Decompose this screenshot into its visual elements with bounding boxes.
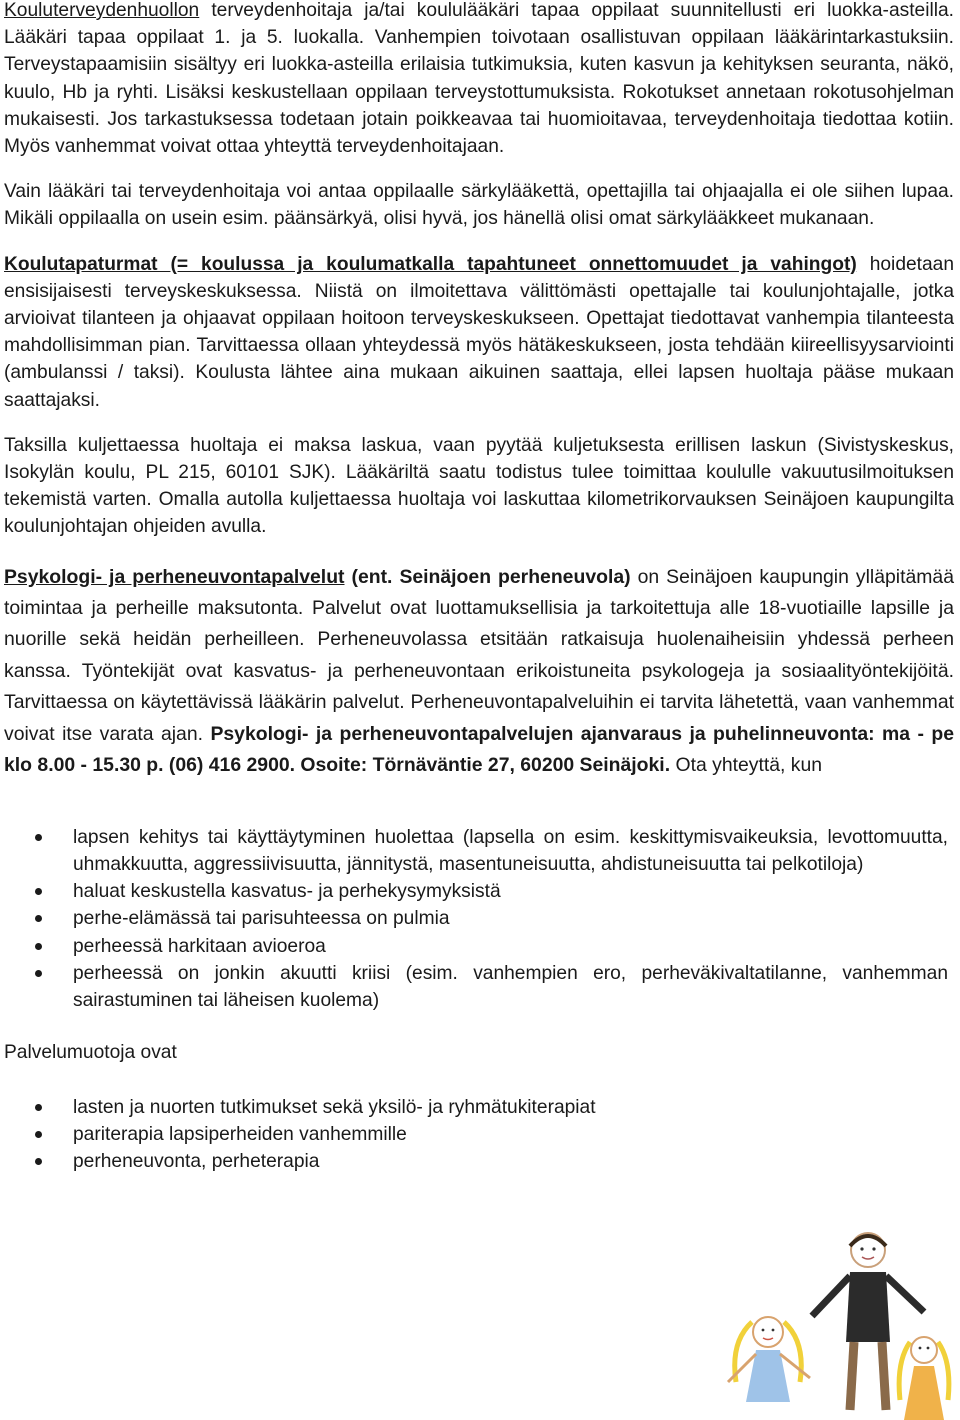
bullet-icon [35, 970, 42, 977]
services-label: Palvelumuotoja ovat [4, 1041, 177, 1063]
school-health-text: terveydenhoitaja ja/tai koululääkäri tapaa oppilaat suunnitellusti eri luokka-asteilla. Lääkäri tapaa oppilaat 1. ja 5. luokalla. Vanhempien toivotaan osallistuvan oppilaan lääkärintarkastuksiin. Terveystapaamisiin sisältyy eri luokka-asteilla erilaisia tutkimuksia, kuten kasvun ja kehityksen seuranta, näkö, kuulo, Hb ja ryhti. Lisäksi keskustellaan oppilaan terveystottumuksista. Rokotukset annetaan rokotusohjelman mukaisesti. Jos tarkastuksessa todetaan jotain poikkeavaa tai huomioitavaa, terveydenhoitaja tiedottaa kotiin. Myös vanhemmat voivat ottaa yhteyttä terveydenhoitajaan. [4, 0, 954, 158]
bullet-icon [35, 915, 42, 922]
list-item: perheessä harkitaan avioeroa [4, 933, 954, 960]
bullet-icon [35, 943, 42, 950]
bullet-icon [35, 1158, 42, 1165]
paragraph-accidents [4, 251, 954, 414]
list-item: pariterapia lapsiperheiden vanhemmille [4, 1121, 954, 1148]
paragraph-school-health [4, 0, 954, 160]
contact-info: Psykologi- ja perheneuvontapalvelujen ajanvaraus ja puhelinneuvonta: ma - pe klo 8.00 - 15.30 p. (06) 416 2900. Osoite: Törnäväntie 27, 60200 Seinäjoki. [4, 722, 954, 777]
bullet-icon [35, 1131, 42, 1138]
psychology-heading: Psykologi- ja perheneuvontapalvelut [4, 565, 345, 588]
document-page [4, 0, 954, 1176]
bullet-icon [35, 888, 42, 895]
paragraph-psychology-services [4, 562, 954, 782]
psychology-heading-paren: (ent. Seinäjoen perheneuvola) [344, 565, 631, 588]
list-item: haluat keskustella kasvatus- ja perhekysymyksistä [4, 878, 954, 905]
list-item: perhe-elämässä tai parisuhteessa on pulmia [4, 905, 954, 932]
contact-call-to-action: Ota yhteyttä, kun [670, 754, 823, 777]
services-list [4, 1094, 954, 1176]
child-figure-left [728, 1317, 810, 1402]
accidents-heading: Koulutapaturmat (= koulussa ja koulumatkalla tapahtuneet onnettomuudet ja vahingot) [4, 253, 857, 275]
bullet-icon [35, 1104, 42, 1111]
paragraph-painkillers: Vain lääkäri tai terveydenhoitaja voi antaa oppilaalle särkylääkettä, opettajilla tai ohjaajalla ei ole siihen lupaa. Mikäli oppilaalla on usein esim. päänsärkyä, olisi hyvä, jos hänellä olisi omat särkylääkkeet mukanaan. [4, 181, 954, 230]
paragraph-taxi: Taksilla kuljettaessa huoltaja ei maksa laskua, vaan pyytää kuljetuksesta erillisen laskun (Sivistyskeskus, Isokylän koulu, PL 215, 60101 SJK). Lääkäriltä saatu todistus tulee toimittaa koululle vakuutusilmoituksen tekemistä varten. Omalla autolla kuljettaessa huoltaja voi laskuttaa kilometrikorvauksen Seinäjoen kaupungilta koulunjohtajan ohjeiden avulla. [4, 434, 954, 538]
accidents-text: hoidetaan ensisijaisesti terveyskeskuksessa. Niistä on ilmoitettava välittömästi opettajalle tai koulunjohtajalle, jotka arvioivat tilanteen ja ohjaavat oppilaan hoitoon terveyskeskukseen. Opettajat tiedottavat vanhempia tilanteesta mahdollisimman pian. Tarvittaessa ollaan yhteydessä myös hätäkeskukseen, josta tehdään kiireellisyysarviointi (ambulanssi / taksi). Koulusta lähtee aina mukaan aikuinen saattaja, ellei lapsen huoltaja pääse mukaan saattajaksi. [4, 253, 955, 411]
contact-reasons-list [4, 824, 954, 1015]
father-figure [812, 1233, 924, 1410]
link-school-health-care[interactable]: Kouluterveydenhuollon [4, 0, 200, 21]
list-item: lasten ja nuorten tutkimukset sekä yksilö- ja ryhmätukiterapiat [4, 1094, 954, 1121]
bullet-icon [35, 834, 42, 841]
child-figure-right [899, 1337, 949, 1420]
family-drawing-image [700, 1232, 958, 1420]
list-item: lapsen kehitys tai käyttäytyminen huolettaa (lapsella on esim. keskittymisvaikeuksia, levottomuutta, uhmakkuutta, aggressiivisuutta, jännitystä, masentuneisuutta, ahdistuneisuutta tai pelkotiloja) [4, 824, 954, 879]
psychology-text: on Seinäjoen kaupungin ylläpitämää toimintaa ja perheille maksutonta. Palvelut ovat luottamuksellisia ja tarkoitettuja alle 18-vuotiaille lapsille ja nuorille sekä heidän perheilleen. Perheneuvolassa etsitään ratkaisuja huolenaiheisiin yhdessä perheen kanssa. Työntekijät ovat kasvatus- ja perheneuvontaan erikoistuneita psykologeja ja sosiaalityöntekijöitä. Tarvittaessa on käytettävissä lääkärin palvelut. Perheneuvontapalveluihin ei tarvita lähetettä, vaan vanhemmat voivat itse varata ajan. [4, 565, 954, 745]
list-item: perheneuvonta, perheterapia [4, 1148, 954, 1175]
list-item: perheessä on jonkin akuutti kriisi (esim. vanhempien ero, perheväkivaltatilanne, vanhemman sairastuminen tai läheisen kuolema) [4, 960, 954, 1015]
